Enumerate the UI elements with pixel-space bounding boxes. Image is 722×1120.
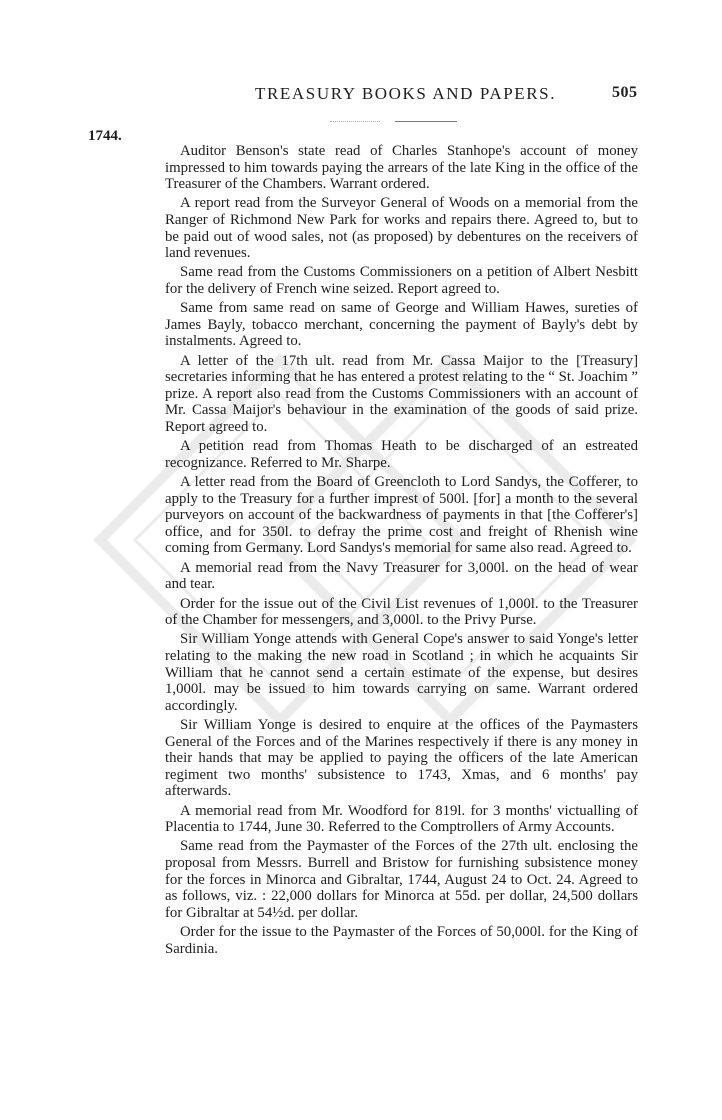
paragraph: Same read from the Paymaster of the Forces of the 27th ult. enclosing the proposal from Messrs. Burrell and Bristow for furnishing subsistence money for the forces in Minorca and Gibraltar, 1744, August 24 to Oct. 24. Agreed to as follows, viz. : 22,000 dollars for Minorca at 55d. per dollar, 24,500 dollars for Gibraltar at 54½d. per dollar. (165, 838, 638, 921)
paragraph: Order for the issue out of the Civil List revenues of 1,000l. to the Treasurer of the Chamber for messengers, and 3,000l. to the Privy Purse. (165, 595, 638, 629)
page-number: 505 (612, 84, 638, 101)
paragraph: Sir William Yonge is desired to enquire at the offices of the Paymasters General of the Forces and of the Marines respectively if there is any money in their hands that may be applied to paying the officers of the late American regiment two months' subsistence to 1743, Xmas, and 6 months' pay afterwards. (165, 717, 638, 800)
body-text (165, 143, 638, 960)
header-dotted-rule (330, 121, 380, 123)
paragraph: A petition read from Thomas Heath to be discharged of an estreated recognizance. Referred to Mr. Sharpe. (165, 438, 638, 471)
paragraph: Order for the issue to the Paymaster of the Forces of 50,000l. for the King of Sardinia. (165, 923, 638, 957)
paragraph: Same from same read on same of George and William Hawes, sureties of James Bayly, tobacco merchant, concerning the payment of Bayly's debt by instalments. Agreed to. (165, 300, 638, 350)
header-rule (395, 121, 457, 122)
margin-year: 1744. (88, 128, 122, 144)
paragraph: A letter read from the Board of Greencloth to Lord Sandys, the Cofferer, to apply to the Treasury for a further imprest of 500l. [for] a month to the several purveyors on account of the backwardness of payments in that [the Cofferer's] office, and for 350l. to defray the prime cost and freight of Rhenish wine coming from Germany. Lord Sandys's memorial for same also read. Agreed to. (165, 474, 638, 557)
paragraph: A report read from the Surveyor General of Woods on a memorial from the Ranger of Richmond New Park for works and repairs there. Agreed to, but to be paid out of wood sales, not (as proposed) by debentures on the receivers of land revenues. (165, 195, 638, 262)
paragraph: A letter of the 17th ult. read from Mr. Cassa Maijor to the [Treasury] secretaries informing that he has entered a protest relating to the “ St. Joachim ” prize. A report also read from the Customs Commissioners with an account of Mr. Cassa Maijor's behaviour in the examination of the goods of said prize. Report agreed to. (165, 352, 638, 435)
paragraph: A memorial read from the Navy Treasurer for 3,000l. on the head of wear and tear. (165, 559, 638, 593)
paragraph: Sir William Yonge attends with General Cope's answer to said Yonge's letter relating to the making the new road in Scotland ; in which he acquaints Sir William that he cannot send a certain estimate of the expense, but desires 1,000l. may be issued to him towards carrying on same. Warrant ordered accordingly. (165, 631, 638, 714)
paragraph: Auditor Benson's state read of Charles Stanhope's account of money impressed to him towards paying the arrears of the late King in the office of the Treasurer of the Chambers. Warrant ordered. (165, 143, 638, 193)
paragraph: Same read from the Customs Commissioners on a petition of Albert Nesbitt for the delivery of French wine seized. Report agreed to. (165, 264, 638, 297)
paragraph: A memorial read from Mr. Woodford for 819l. for 3 months' victualling of Placentia to 1744, June 30. Referred to the Comptrollers of Army Accounts. (165, 802, 638, 836)
running-title: TREASURY BOOKS AND PAPERS. (255, 84, 557, 103)
